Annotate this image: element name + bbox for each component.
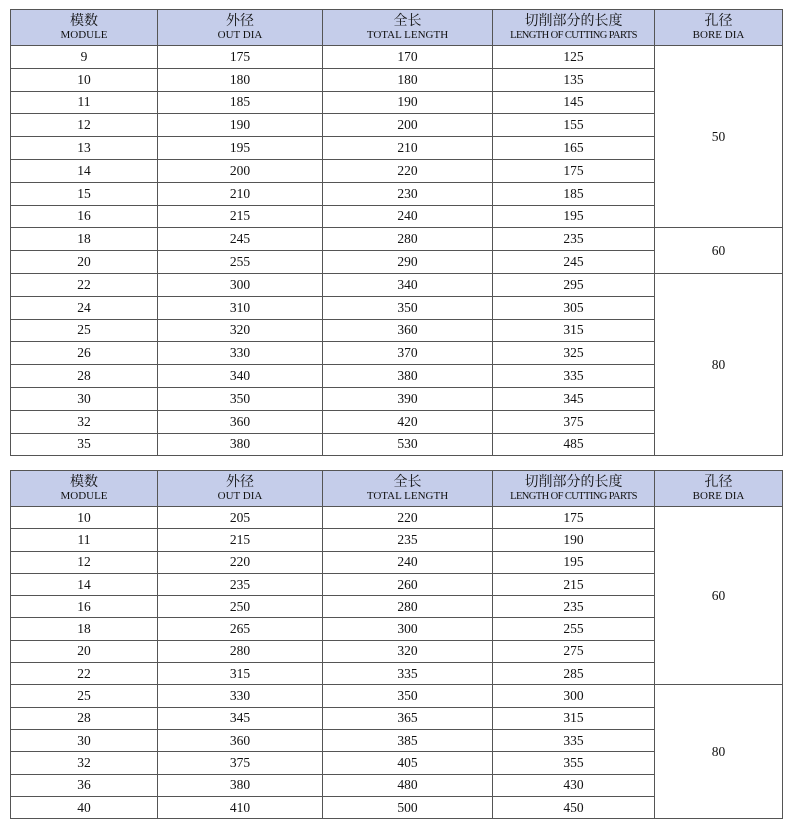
cell-total-length: 350 <box>323 685 493 707</box>
cell-module: 20 <box>11 251 158 274</box>
cell-out-dia: 185 <box>158 91 323 114</box>
cell-cutting-length: 235 <box>493 228 655 251</box>
cell-total-length: 235 <box>323 529 493 551</box>
cell-module: 24 <box>11 296 158 319</box>
cell-module: 25 <box>11 685 158 707</box>
cell-module: 28 <box>11 365 158 388</box>
header-module <box>11 10 158 46</box>
cell-total-length: 370 <box>323 342 493 365</box>
cell-total-length: 210 <box>323 137 493 160</box>
cell-cutting-length: 125 <box>493 46 655 69</box>
cell-bore-dia: 60 <box>655 228 783 274</box>
header-label-cn: 模数 <box>70 13 98 29</box>
cell-cutting-length: 145 <box>493 91 655 114</box>
cell-out-dia: 215 <box>158 205 323 228</box>
cell-out-dia: 205 <box>158 507 323 529</box>
header-bore-dia <box>655 471 783 507</box>
cell-out-dia: 180 <box>158 68 323 91</box>
cell-module: 14 <box>11 159 158 182</box>
cell-out-dia: 245 <box>158 228 323 251</box>
cell-total-length: 480 <box>323 774 493 796</box>
cell-module: 14 <box>11 573 158 595</box>
cell-module: 36 <box>11 774 158 796</box>
cell-total-length: 220 <box>323 159 493 182</box>
cell-out-dia: 360 <box>158 729 323 751</box>
cell-module: 35 <box>11 433 158 456</box>
header-label-en: LENGTH OF CUTTING PARTS <box>510 30 637 41</box>
cell-out-dia: 310 <box>158 296 323 319</box>
cell-total-length: 405 <box>323 752 493 774</box>
cell-cutting-length: 355 <box>493 752 655 774</box>
cell-cutting-length: 315 <box>493 707 655 729</box>
cell-cutting-length: 235 <box>493 596 655 618</box>
cell-total-length: 365 <box>323 707 493 729</box>
header-label-en: LENGTH OF CUTTING PARTS <box>510 491 637 502</box>
cell-total-length: 300 <box>323 618 493 640</box>
cell-module: 28 <box>11 707 158 729</box>
cell-out-dia: 330 <box>158 342 323 365</box>
cell-module: 40 <box>11 796 158 818</box>
cell-total-length: 240 <box>323 551 493 573</box>
cell-total-length: 280 <box>323 596 493 618</box>
cell-out-dia: 340 <box>158 365 323 388</box>
cell-total-length: 380 <box>323 365 493 388</box>
cell-cutting-length: 245 <box>493 251 655 274</box>
spec-table-2 <box>10 470 783 819</box>
cell-total-length: 350 <box>323 296 493 319</box>
cell-module: 26 <box>11 342 158 365</box>
cell-total-length: 530 <box>323 433 493 456</box>
cell-total-length: 340 <box>323 273 493 296</box>
cell-out-dia: 345 <box>158 707 323 729</box>
header-cutting-length <box>493 471 655 507</box>
cell-cutting-length: 255 <box>493 618 655 640</box>
cell-total-length: 180 <box>323 68 493 91</box>
cell-out-dia: 350 <box>158 387 323 410</box>
cell-out-dia: 330 <box>158 685 323 707</box>
cell-total-length: 420 <box>323 410 493 433</box>
cell-out-dia: 300 <box>158 273 323 296</box>
cell-out-dia: 250 <box>158 596 323 618</box>
cell-total-length: 390 <box>323 387 493 410</box>
cell-cutting-length: 285 <box>493 663 655 685</box>
spec-table-1 <box>10 9 783 456</box>
cell-out-dia: 280 <box>158 640 323 662</box>
cell-out-dia: 175 <box>158 46 323 69</box>
header-row <box>11 10 783 46</box>
cell-cutting-length: 325 <box>493 342 655 365</box>
header-label-cn: 切削部分的长度 <box>524 13 623 29</box>
cell-out-dia: 380 <box>158 774 323 796</box>
cell-module: 9 <box>11 46 158 69</box>
header-out-dia <box>158 10 323 46</box>
cell-module: 32 <box>11 410 158 433</box>
cell-total-length: 240 <box>323 205 493 228</box>
cell-total-length: 320 <box>323 640 493 662</box>
cell-cutting-length: 195 <box>493 205 655 228</box>
cell-module: 10 <box>11 68 158 91</box>
cell-total-length: 200 <box>323 114 493 137</box>
cell-cutting-length: 450 <box>493 796 655 818</box>
cell-out-dia: 375 <box>158 752 323 774</box>
header-label-cn: 切削部分的长度 <box>524 474 623 490</box>
cell-cutting-length: 135 <box>493 68 655 91</box>
cell-out-dia: 210 <box>158 182 323 205</box>
header-label-cn: 全长 <box>393 13 422 29</box>
cell-module: 10 <box>11 507 158 529</box>
cell-module: 12 <box>11 114 158 137</box>
cell-module: 32 <box>11 752 158 774</box>
table-header <box>11 10 783 46</box>
cell-module: 11 <box>11 91 158 114</box>
header-label-en: OUT DIA <box>217 29 263 41</box>
cell-cutting-length: 190 <box>493 529 655 551</box>
table-row <box>11 273 783 296</box>
cell-out-dia: 190 <box>158 114 323 137</box>
cell-total-length: 170 <box>323 46 493 69</box>
header-label-en: TOTAL LENGTH <box>366 490 449 502</box>
cell-bore-dia: 60 <box>655 507 783 685</box>
cell-total-length: 360 <box>323 319 493 342</box>
header-bore-dia <box>655 10 783 46</box>
cell-cutting-length: 430 <box>493 774 655 796</box>
cell-out-dia: 410 <box>158 796 323 818</box>
cell-cutting-length: 345 <box>493 387 655 410</box>
header-label-en: TOTAL LENGTH <box>366 29 449 41</box>
cell-cutting-length: 165 <box>493 137 655 160</box>
cell-cutting-length: 175 <box>493 159 655 182</box>
cell-out-dia: 265 <box>158 618 323 640</box>
table-body <box>11 507 783 819</box>
cell-module: 12 <box>11 551 158 573</box>
header-label-cn: 孔径 <box>704 474 733 490</box>
cell-bore-dia: 50 <box>655 46 783 228</box>
cell-cutting-length: 300 <box>493 685 655 707</box>
cell-total-length: 290 <box>323 251 493 274</box>
cell-cutting-length: 335 <box>493 365 655 388</box>
cell-module: 16 <box>11 596 158 618</box>
cell-module: 16 <box>11 205 158 228</box>
cell-bore-dia: 80 <box>655 273 783 455</box>
cell-out-dia: 235 <box>158 573 323 595</box>
header-label-cn: 外径 <box>226 13 254 29</box>
cell-out-dia: 380 <box>158 433 323 456</box>
cell-total-length: 220 <box>323 507 493 529</box>
header-label-cn: 模数 <box>70 474 98 490</box>
cell-total-length: 190 <box>323 91 493 114</box>
header-label-en: OUT DIA <box>217 490 263 502</box>
table-body <box>11 46 783 456</box>
header-label-cn: 外径 <box>226 474 254 490</box>
cell-cutting-length: 195 <box>493 551 655 573</box>
table-row <box>11 507 783 529</box>
header-label-cn: 全长 <box>393 474 422 490</box>
header-label-cn: 孔径 <box>704 13 733 29</box>
cell-module: 18 <box>11 228 158 251</box>
cell-out-dia: 200 <box>158 159 323 182</box>
cell-cutting-length: 305 <box>493 296 655 319</box>
table-row <box>11 228 783 251</box>
cell-out-dia: 320 <box>158 319 323 342</box>
header-module <box>11 471 158 507</box>
cell-cutting-length: 215 <box>493 573 655 595</box>
header-total-length <box>323 10 493 46</box>
cell-cutting-length: 375 <box>493 410 655 433</box>
header-label-en: MODULE <box>60 490 108 502</box>
header-row <box>11 471 783 507</box>
cell-total-length: 260 <box>323 573 493 595</box>
cell-cutting-length: 275 <box>493 640 655 662</box>
cell-module: 30 <box>11 387 158 410</box>
cell-out-dia: 315 <box>158 663 323 685</box>
table-header <box>11 471 783 507</box>
cell-cutting-length: 175 <box>493 507 655 529</box>
cell-out-dia: 195 <box>158 137 323 160</box>
header-cutting-length <box>493 10 655 46</box>
cell-module: 20 <box>11 640 158 662</box>
cell-module: 22 <box>11 663 158 685</box>
table-row <box>11 46 783 69</box>
cell-module: 15 <box>11 182 158 205</box>
cell-cutting-length: 335 <box>493 729 655 751</box>
cell-out-dia: 360 <box>158 410 323 433</box>
cell-total-length: 230 <box>323 182 493 205</box>
table-row <box>11 685 783 707</box>
cell-total-length: 385 <box>323 729 493 751</box>
cell-cutting-length: 155 <box>493 114 655 137</box>
header-out-dia <box>158 471 323 507</box>
cell-module: 13 <box>11 137 158 160</box>
cell-bore-dia: 80 <box>655 685 783 819</box>
cell-total-length: 335 <box>323 663 493 685</box>
cell-module: 18 <box>11 618 158 640</box>
cell-out-dia: 215 <box>158 529 323 551</box>
cell-total-length: 500 <box>323 796 493 818</box>
cell-total-length: 280 <box>323 228 493 251</box>
cell-cutting-length: 185 <box>493 182 655 205</box>
header-label-en: BORE DIA <box>692 490 745 502</box>
cell-cutting-length: 485 <box>493 433 655 456</box>
cell-out-dia: 255 <box>158 251 323 274</box>
cell-cutting-length: 315 <box>493 319 655 342</box>
header-label-en: MODULE <box>60 29 108 41</box>
cell-out-dia: 220 <box>158 551 323 573</box>
cell-module: 25 <box>11 319 158 342</box>
cell-module: 11 <box>11 529 158 551</box>
cell-cutting-length: 295 <box>493 273 655 296</box>
header-total-length <box>323 471 493 507</box>
header-label-en: BORE DIA <box>692 29 745 41</box>
cell-module: 22 <box>11 273 158 296</box>
cell-module: 30 <box>11 729 158 751</box>
